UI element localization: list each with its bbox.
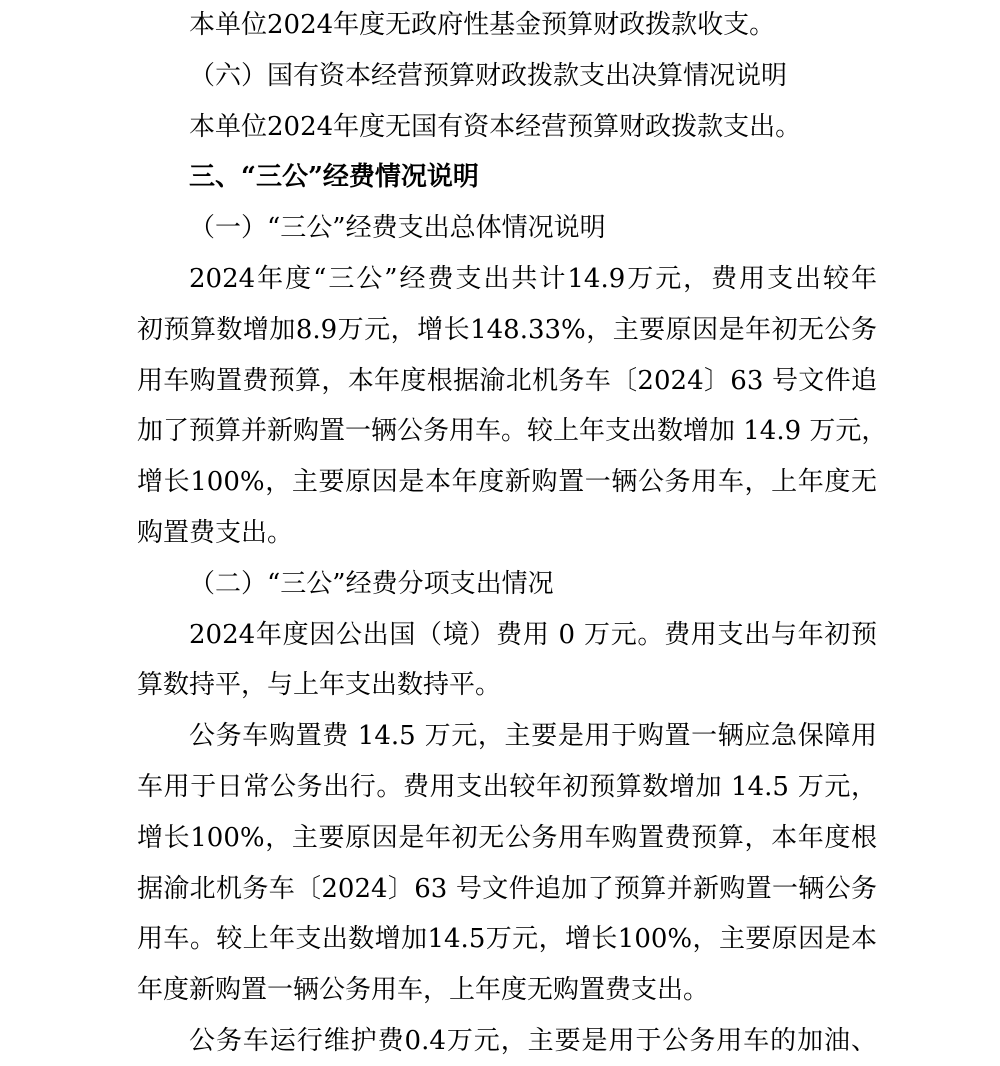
text-line: 购置费支出。 <box>137 518 294 548</box>
text-line: 2024年度因公出国（境）费用 0 万元。费用支出与年初预 <box>189 619 877 650</box>
text-line: 本单位2024年度无政府性基金预算财政拨款收支。 <box>189 10 776 40</box>
text-line: 年度新购置一辆公务用车，上年度无购置费支出。 <box>137 975 710 1006</box>
section-heading: （二）“三公”经费分项支出情况 <box>189 568 554 599</box>
text-line: 算数持平，与上年支出数持平。 <box>137 670 502 701</box>
text-line: 公务车运行维护费0.4万元，主要是用于公务用车的加油、 <box>189 1026 877 1056</box>
text-line: 增长100%，主要原因是年初无公务用车购置费预算，本年度根 <box>137 822 877 853</box>
section-heading: （一）“三公”经费支出总体情况说明 <box>189 213 606 244</box>
section-heading: （六）国有资本经营预算财政拨款支出决算情况说明 <box>189 60 788 91</box>
text-line: 初预算数增加8.9万元，增长148.33%，主要原因是年初无公务 <box>137 314 877 345</box>
text-line: 车用于日常公务出行。费用支出较年初预算数增加 14.5 万元， <box>137 772 877 802</box>
text-line: 2024年度“三公”经费支出共计14.9万元，费用支出较年 <box>189 264 877 294</box>
chapter-heading: 三、“三公”经费情况说明 <box>189 162 479 193</box>
text-line: 公务车购置费 14.5 万元，主要是用于购置一辆应急保障用 <box>189 721 877 752</box>
text-line: 加了预算并新购置一辆公务用车。较上年支出数增加 14.9 万元， <box>137 416 888 447</box>
text-line: 据渝北机务车〔2024〕63 号文件追加了预算并新购置一辆公务 <box>137 873 877 904</box>
text-line: 本单位2024年度无国有资本经营预算财政拨款支出。 <box>189 111 802 142</box>
text-line: 增长100%，主要原因是本年度新购置一辆公务用车，上年度无 <box>137 467 877 498</box>
text-line: 用车。较上年支出数增加14.5万元，增长100%，主要原因是本 <box>137 924 877 955</box>
text-line: 用车购置费预算，本年度根据渝北机务车〔2024〕63 号文件追 <box>137 365 877 396</box>
